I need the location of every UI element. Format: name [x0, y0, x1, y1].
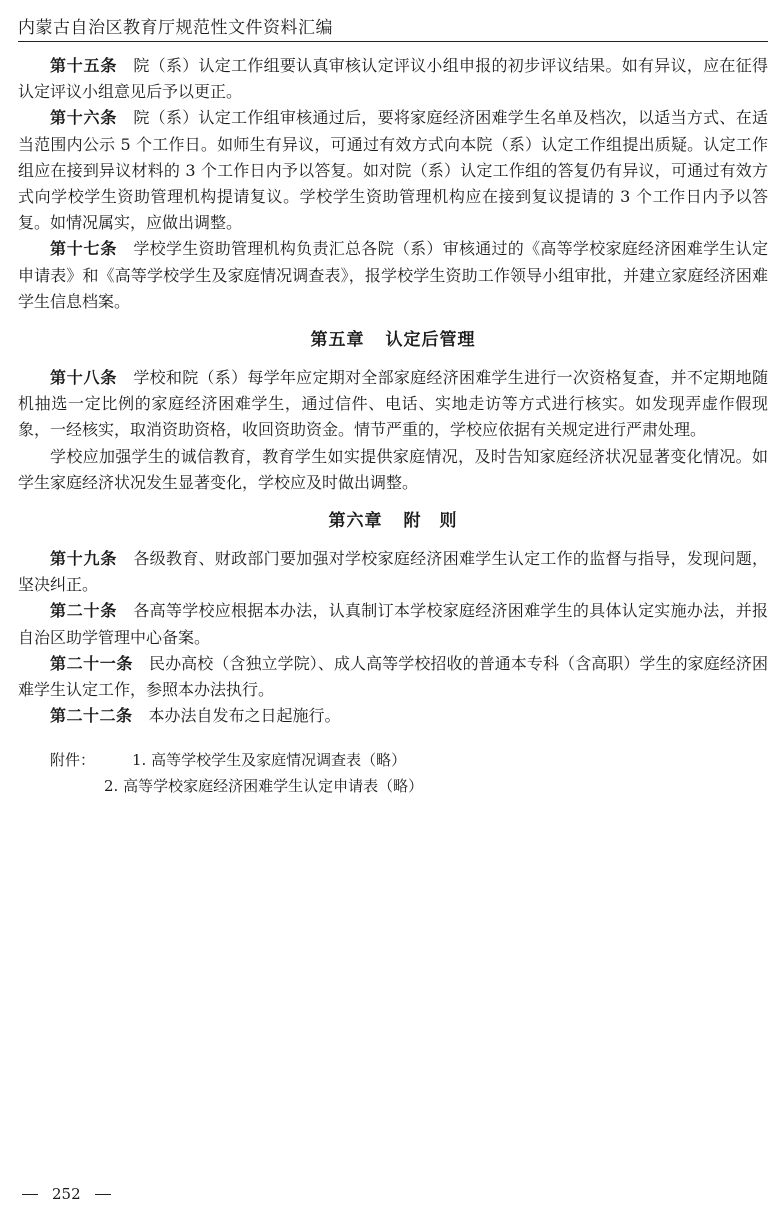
- attachment-item-1: 1. 高等学校学生及家庭情况调查表（略）: [132, 751, 407, 770]
- article-text: 本办法自发布之日起施行。: [148, 706, 341, 726]
- article-label: 第十七条: [50, 239, 118, 259]
- chapter-title: 附 则: [403, 511, 458, 532]
- article-text: 学校应加强学生的诚信教育，教育学生如实提供家庭情况，及时告知家庭经济状况显著变化情况。如学生家庭经济状况发生显著变化，学校应及时做出调整。: [18, 446, 768, 492]
- article-18-paragraph-2: [18, 444, 768, 496]
- article-16: [18, 105, 768, 236]
- article-18: [18, 365, 768, 444]
- attachment-item-2: 2. 高等学校家庭经济困难学生认定申请表（略）: [104, 777, 424, 796]
- article-text: 院（系）认定工作组审核通过后，要将家庭经济困难学生名单及档次，以适当方式、在适当范围内公示 5 个工作日。如师生有异议，可通过有效方式向本院（系）认定工作组提出质疑。认定工作组应在接到异议材料的 3 个工作日内予以答复。如对院（系）认定工作组的答复仍有异议，可通过有效方式向学校学生资助管理机构提请复议。学校学生资助管理机构应在接到复议提请的 3 个工作日内予以答复。如情况属实，应做出调整。: [18, 108, 768, 233]
- chapter-number: 第六章: [328, 511, 383, 532]
- article-label: 第十九条: [50, 549, 118, 569]
- page-number: 252: [52, 1185, 81, 1203]
- attachments-label: 附件：: [50, 751, 96, 770]
- header-rule: [18, 41, 768, 42]
- article-17: [18, 236, 768, 315]
- article-label: 第二十二条: [50, 706, 133, 726]
- article-text: 学校和院（系）每学年应定期对全部家庭经济困难学生进行一次资格复查，并不定期地随机抽选一定比例的家庭经济困难学生，通过信件、电话、实地走访等方式进行核实。如发现弄虚作假现象，一经核实，取消资助资格，收回资助资金。情节严重的，学校应依据有关规定进行严肃处理。: [18, 368, 768, 440]
- attachment-row: [18, 747, 768, 773]
- article-text: 民办高校（含独立学院）、成人高等学校招收的普通本专科（含高职）学生的家庭经济困难学生认定工作，参照本办法执行。: [18, 653, 768, 700]
- article-20: [18, 598, 768, 650]
- footer-dash-right: [95, 1194, 111, 1195]
- chapter-heading-5: [18, 315, 768, 365]
- attachments-list: [18, 747, 768, 799]
- article-21: [18, 651, 768, 703]
- footer-dash-left: [22, 1194, 38, 1195]
- article-text: 学校学生资助管理机构负责汇总各院（系）审核通过的《高等学校家庭经济困难学生认定申请表》和《高等学校学生及家庭情况调查表》，报学校学生资助工作领导小组审批，并建立家庭经济困难学生信息档案。: [18, 239, 768, 311]
- article-label: 第二十条: [50, 601, 118, 621]
- article-label: 第二十一条: [50, 653, 133, 673]
- article-15: [18, 53, 768, 105]
- article-22: [18, 703, 768, 729]
- article-text: 院（系）认定工作组要认真审核认定评议小组申报的初步评议结果。如有异议，应在征得认定评议小组意见后予以更正。: [18, 56, 768, 102]
- chapter-number: 第五章: [310, 330, 365, 351]
- running-header: 内蒙古自治区教育厅规范性文件资料汇编: [18, 18, 333, 38]
- chapter-title: 认定后管理: [385, 330, 476, 351]
- chapter-heading-6: [18, 496, 768, 546]
- document-body: [18, 53, 768, 799]
- article-text: 各级教育、财政部门要加强对学校家庭经济困难学生认定工作的监督与指导，发现问题，坚决纠正。: [18, 549, 768, 595]
- article-label: 第十五条: [50, 56, 118, 75]
- article-label: 第十六条: [50, 108, 118, 128]
- page-footer: [22, 1185, 111, 1203]
- article-19: [18, 546, 768, 598]
- article-label: 第十八条: [50, 368, 118, 388]
- article-text: 各高等学校应根据本办法，认真制订本学校家庭经济困难学生的具体认定实施办法，并报自治区助学管理中心备案。: [18, 601, 768, 647]
